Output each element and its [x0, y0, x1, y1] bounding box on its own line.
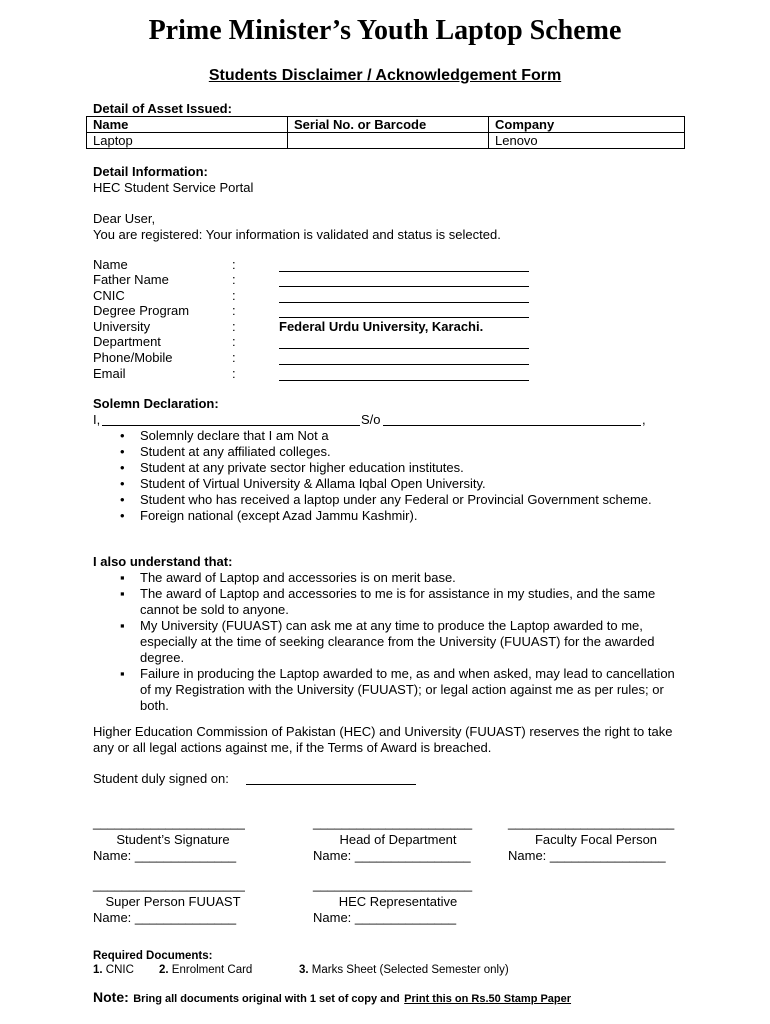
field-colon: : — [232, 272, 236, 287]
list-item: ▪ The award of Laptop and accessories is on merit base. — [120, 570, 680, 586]
signature-line-hod[interactable]: ______________________ — [313, 815, 473, 830]
required-heading: Required Documents: — [93, 950, 213, 962]
doc-num: 2. — [159, 964, 169, 976]
field-colon: : — [232, 334, 236, 349]
asset-cell-name: Laptop — [87, 133, 288, 149]
field-colon: : — [232, 288, 236, 303]
asset-header-company: Company — [489, 117, 685, 133]
student-name-label[interactable]: Name: ______________ — [93, 848, 237, 863]
signed-on-date-field[interactable] — [246, 770, 416, 785]
note-label: Note: — [93, 989, 129, 1005]
greeting: Dear User, — [93, 211, 156, 226]
field-label-cnic: CNIC — [93, 288, 125, 303]
reserve-paragraph: Higher Education Commission of Pakistan (HEC) and University (FUUAST) reserves the right to take any or all legal actions against me, if the Terms of Award is breached. — [93, 724, 673, 755]
asset-row — [87, 133, 685, 149]
father-name-field[interactable] — [279, 272, 529, 287]
understand-heading: I also understand that: — [93, 554, 233, 569]
focal-name-label[interactable]: Name: ________________ — [508, 848, 666, 863]
email-field[interactable] — [279, 366, 529, 381]
portal-name: HEC Student Service Portal — [93, 180, 254, 195]
phone-field[interactable] — [279, 350, 529, 365]
list-item: • Foreign national (except Azad Jammu Kashmir). — [120, 508, 680, 524]
declaration-comma: , — [642, 412, 646, 427]
doc-item — [93, 964, 134, 976]
list-item: • Student at any private sector higher education institutes. — [120, 460, 680, 476]
list-item: • Student at any affiliated colleges. — [120, 444, 680, 460]
note-text: Bring all documents original with 1 set of copy and — [133, 993, 400, 1005]
field-label-name: Name — [93, 257, 128, 272]
hec-signature-label: HEC Representative — [338, 894, 458, 909]
detail-heading: Detail Information: — [93, 164, 208, 179]
note-line — [93, 989, 571, 1007]
doc-num: 3. — [299, 964, 309, 976]
doc-item — [159, 964, 252, 976]
field-colon: : — [232, 366, 236, 381]
list-item: • Student of Virtual University & Allama Iqbal Open University. — [120, 476, 680, 492]
form-subtitle: Students Disclaimer / Acknowledgement Form — [208, 67, 562, 84]
declarant-name-field[interactable] — [102, 411, 360, 426]
doc-item — [299, 964, 509, 976]
asset-heading: Detail of Asset Issued: — [93, 101, 232, 116]
list-item: ▪ The award of Laptop and accessories to me is for assistance in my studies, and the same cannot be sold to anyone. — [120, 586, 680, 618]
super-name-label[interactable]: Name: ______________ — [93, 910, 237, 925]
field-colon: : — [232, 319, 236, 334]
university-value: Federal Urdu University, Karachi. — [279, 319, 484, 334]
field-colon: : — [232, 257, 236, 272]
field-label-phone: Phone/Mobile — [93, 350, 173, 365]
asset-header-name: Name — [87, 117, 288, 133]
signed-on-label: Student duly signed on: — [93, 771, 229, 786]
hod-name-label[interactable]: Name: ________________ — [313, 848, 471, 863]
hec-name-label[interactable]: Name: ______________ — [313, 910, 457, 925]
cnic-field[interactable] — [279, 288, 529, 303]
signature-line-super[interactable]: _____________________ — [93, 877, 245, 892]
focal-signature-label: Faculty Focal Person — [534, 832, 658, 847]
super-signature-label: Super Person FUUAST — [105, 894, 241, 909]
asset-cell-company: Lenovo — [489, 133, 685, 149]
registered-status: You are registered: Your information is validated and status is selected. — [93, 227, 501, 242]
doc-text: Marks Sheet (Selected Semester only) — [311, 964, 509, 976]
asset-cell-serial[interactable] — [288, 133, 489, 149]
asset-table — [86, 116, 685, 149]
field-label-university: University — [93, 319, 151, 334]
doc-text: Enrolment Card — [171, 964, 253, 976]
list-item: • Student who has received a laptop under any Federal or Provincial Government scheme. — [120, 492, 680, 508]
field-label-degree: Degree Program — [93, 303, 190, 318]
hod-signature-label: Head of Department — [339, 832, 457, 847]
declaration-heading: Solemn Declaration: — [93, 396, 219, 411]
doc-num: 1. — [93, 964, 103, 976]
list-item: • Solemnly declare that I am Not a — [120, 428, 680, 444]
department-field[interactable] — [279, 334, 529, 349]
student-signature-label: Student’s Signature — [116, 832, 230, 847]
field-label-department: Department — [93, 334, 161, 349]
declaration-list — [120, 428, 680, 524]
field-colon: : — [232, 350, 236, 365]
declarant-father-field[interactable] — [383, 411, 641, 426]
list-item: ▪ My University (FUUAST) can ask me at any time to produce the Laptop awarded to me, especially at the time of seeking clearance from the University (FUUAST) for the awarded degree. — [120, 618, 680, 666]
field-colon: : — [232, 303, 236, 318]
stamp-paper-note: Print this on Rs.50 Stamp Paper — [404, 993, 572, 1005]
field-label-email: Email — [93, 366, 126, 381]
signature-line-hec[interactable]: ______________________ — [313, 877, 473, 892]
field-label-father: Father Name — [93, 272, 169, 287]
declaration-i: I, — [93, 412, 101, 427]
asset-header-row — [87, 117, 685, 133]
understand-list — [120, 570, 680, 714]
asset-header-serial: Serial No. or Barcode — [288, 117, 489, 133]
form-title: Prime Minister’s Youth Laptop Scheme — [148, 15, 622, 46]
declaration-so: S/o — [361, 412, 381, 427]
name-field[interactable] — [279, 257, 529, 272]
signature-line-focal[interactable]: _______________________ — [508, 815, 675, 830]
degree-program-field[interactable] — [279, 303, 529, 318]
doc-text: CNIC — [105, 964, 134, 976]
list-item: ▪ Failure in producing the Laptop awarded to me, as and when asked, may lead to cancellation of my Registration with the University (FUUAST); or legal action against me as per rules; or both. — [120, 666, 680, 714]
signature-line-student[interactable]: _____________________ — [93, 815, 245, 830]
